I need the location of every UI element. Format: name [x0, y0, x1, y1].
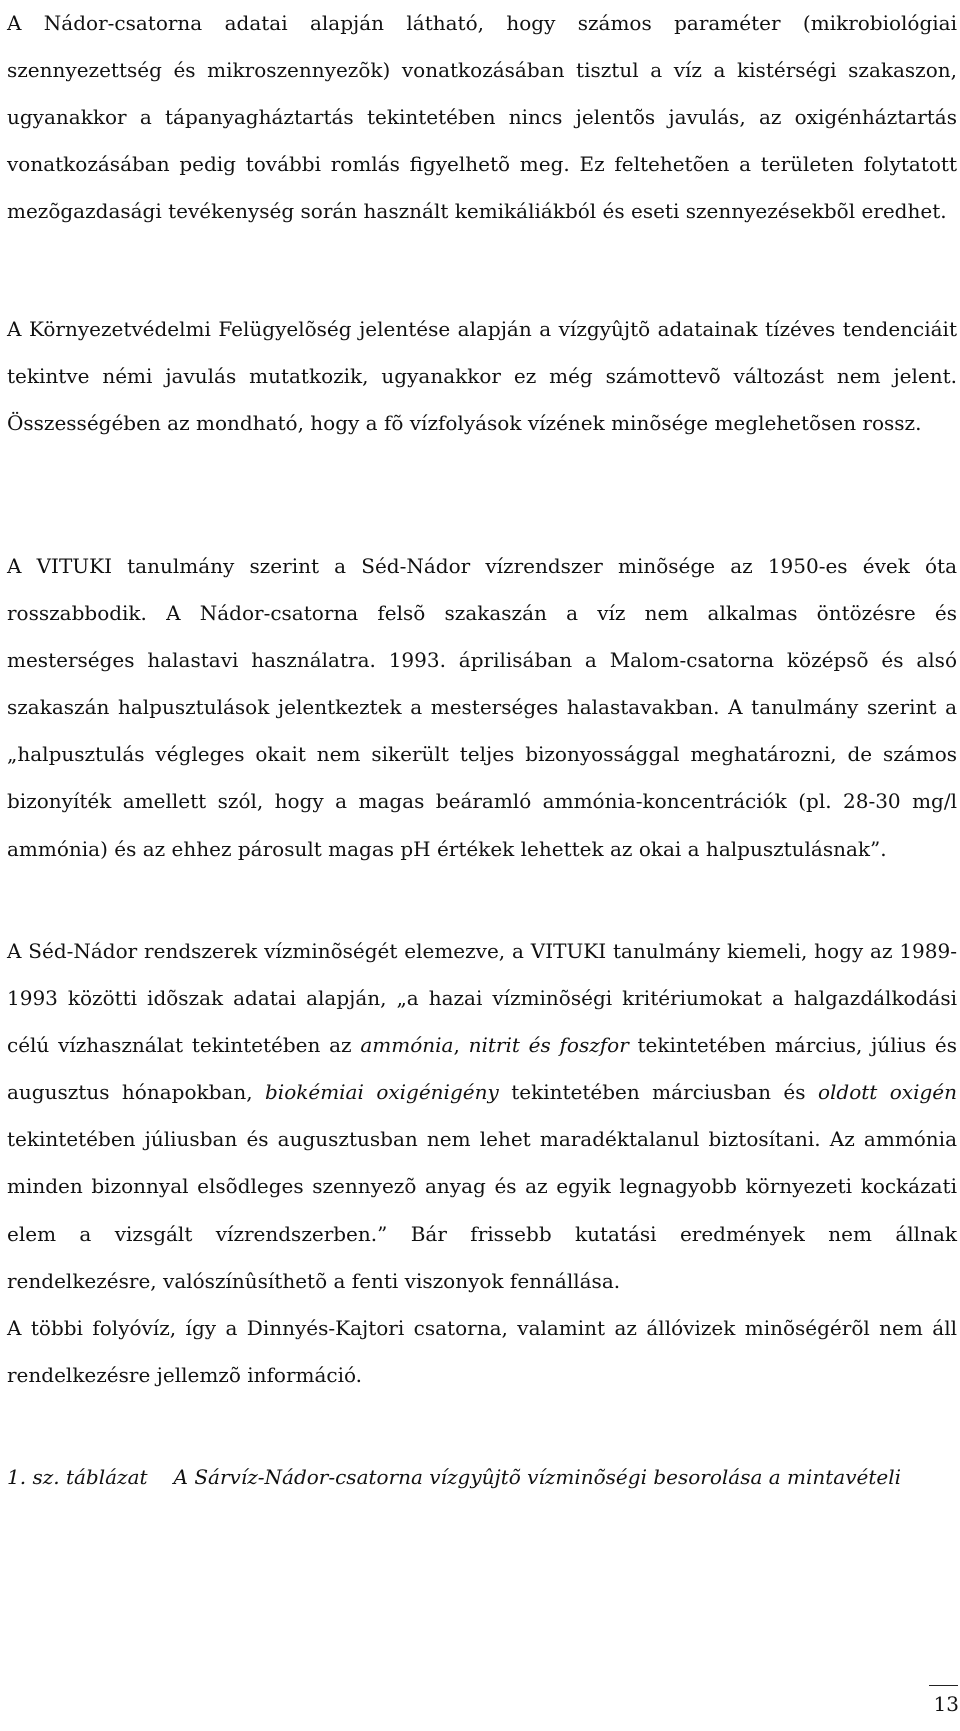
paragraph-text: A többi folyóvíz, így a Dinnyés-Kajtori csatorna, valamint az állóvizek minõségérõl nem áll rendelkezésre jellemzõ információ.: [7, 1316, 957, 1388]
paragraph-text: A Séd-Nádor rendszerek vízminõségét elemezve, a VITUKI tanulmány kiemeli, hogy az 1989-1993 közötti idõszak adatai alapján, „a hazai vízminõségi kritériumokat a halgazdálkodási célú vízhasználat tekintetében az: [7, 939, 957, 1058]
paragraph-4: [7, 928, 957, 1305]
italic-term: nitrit és foszfor: [468, 1033, 629, 1058]
paragraph-text: tekintetében júliusban és augusztusban nem lehet maradéktalanul biztosítani. Az ammónia minden bizonnyal elsõdleges szennyezõ anyag és az egyik legnagyobb környezeti kockázati elem a vizsgált vízrendszerben.” Bár frissebb kutatási eredmények nem állnak rendelkezésre, valószínûsíthetõ a fenti viszonyok fennállása.: [7, 1127, 957, 1293]
paragraph-5: [7, 1305, 957, 1399]
paragraph-text: ,: [453, 1033, 469, 1058]
table-caption: [7, 1454, 957, 1501]
italic-term: biokémiai oxigénigény: [265, 1080, 499, 1105]
paragraph-3: [7, 543, 957, 873]
italic-term: ammónia: [360, 1033, 454, 1058]
paragraph-1: [7, 0, 957, 235]
page-number-rule: [929, 1685, 958, 1686]
italic-term: oldott oxigén: [817, 1080, 957, 1105]
paragraph-text: tekintetében márciusban és: [498, 1080, 818, 1105]
paragraph-text: A Környezetvédelmi Felügyelõség jelentése alapján a vízgyûjtõ adatainak tízéves tendenciáit tekintve némi javulás mutatkozik, ugyanakkor ez még számottevõ változást nem jelent. Összességében az mondható, hogy a fõ vízfolyások vízének minõsége meglehetõsen rossz.: [7, 317, 957, 436]
paragraph-text: A VITUKI tanulmány szerint a Séd-Nádor vízrendszer minõsége az 1950-es évek óta rosszabbodik. A Nádor-csatorna felsõ szakaszán a víz nem alkalmas öntözésre és mesterséges halastavi használatra. 1993. áprilisában a Malom-csatorna középsõ és alsó szakaszán halpusztulások jelentkeztek a mesterséges halastavakban. A tanulmány szerint a „halpusztulás végleges okait nem sikerült teljes bizonyossággal meghatározni, de számos bizonyíték amellett szól, hogy a magas beáramló ammónia-koncentrációk (pl. 28-30 mg/l ammónia) és az ehhez párosult magas pH értékek lehettek az okai a halpusztulásnak”.: [7, 554, 957, 861]
paragraph-2: [7, 306, 957, 447]
table-caption-title: A Sárvíz-Nádor-csatorna vízgyûjtõ vízminõségi besorolása a mintavételi: [173, 1465, 902, 1489]
paragraph-text: A Nádor-csatorna adatai alapján látható, hogy számos paraméter (mikrobiológiai szennyezettség és mikroszennyezõk) vonatkozásában tisztul a víz a kistérségi szakaszon, ugyanakkor a tápanyagháztartás tekintetében nincs jelentõs javulás, az oxigénháztartás vonatkozásában pedig további romlás figyelhetõ meg. Ez feltehetõen a területen folytatott mezõgazdasági tevékenység során használt kemikáliákból és eseti szennyezésekbõl eredhet.: [7, 11, 957, 224]
table-caption-label: 1. sz. táblázat: [7, 1465, 148, 1489]
page-number: 13: [933, 1692, 959, 1716]
paragraph-text: tekintetében március, július és augusztus hónapokban,: [7, 1033, 958, 1105]
